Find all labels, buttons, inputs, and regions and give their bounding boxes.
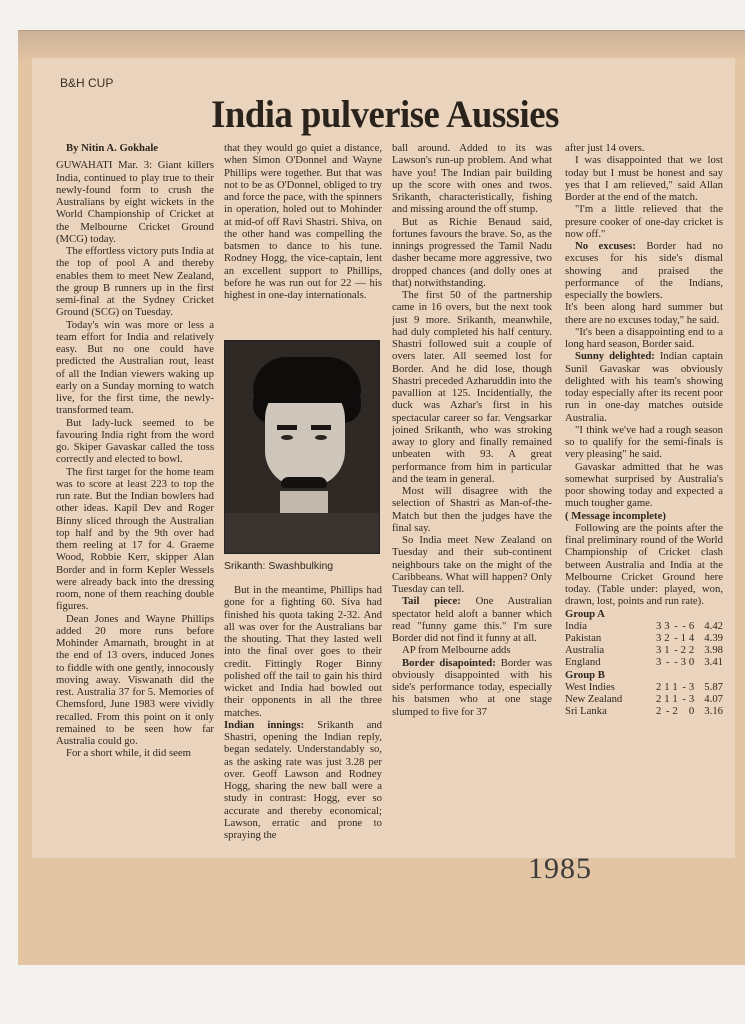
subheading: Sunny delighted: bbox=[575, 350, 655, 363]
standings-group-heading bbox=[565, 669, 723, 681]
paragraph-text: One Australian spectator held aloft a banner which read "funny game this." I'm sure Border did not find it funny at all. bbox=[392, 595, 552, 644]
stat-cell: - bbox=[674, 631, 678, 644]
handwritten-year: 1985 bbox=[528, 852, 592, 885]
photo-caption: Srikanth: Swashbulking bbox=[224, 560, 334, 572]
paragraph bbox=[565, 350, 723, 424]
stat-cell: - bbox=[674, 656, 678, 669]
paragraph: Dean Jones and Wayne Phillips added 20 more runs before Mohinder Amarnath, brought in at the end of 13 overs, induced Jones to fiddle with one gently, innocously moving away. Viswanath did the rest. Australia 37 for 5. Memories of Chemsford, June 1983 were vividly recalled. From this point on it only remained to be seen how far Australia could go. bbox=[56, 612, 214, 747]
stat-cell: 3.16 bbox=[704, 705, 723, 718]
message-incomplete: ( Message incomplete) bbox=[565, 509, 666, 522]
subheading: Border disapointed: bbox=[402, 656, 496, 669]
group-label: Group A bbox=[565, 607, 605, 620]
stat-cell: 4.39 bbox=[704, 631, 723, 644]
section-kicker: B&H CUP bbox=[60, 76, 114, 90]
paragraph: It's been along hard summer but there are no excuses today," he said. bbox=[565, 301, 723, 326]
paragraph: "It's been a disappointing end to a long hard season, Border said. bbox=[565, 325, 723, 350]
stat-cell: 3 bbox=[655, 656, 662, 669]
stat-cell: 2 bbox=[680, 644, 686, 657]
stat-cell: 2 bbox=[664, 631, 670, 644]
paragraph: GUWAHATI Mar. 3: Giant killers India, continued to play true to their newly-found form to crush the Australians by eight wickets in the World Championship of Cricket at the Melbourne Cricket Ground (MCG) today. bbox=[56, 159, 214, 245]
stat-cell: 2 bbox=[688, 644, 695, 657]
stat-cell: - bbox=[665, 656, 670, 669]
subheading: Tail piece: bbox=[402, 595, 461, 608]
paragraph: So India meet New Zealand on Tuesday and their sub-continent neighbours take on the might of the Caribbeans. What will happen? Only Tuesday can tell. bbox=[392, 534, 552, 595]
stat-cell: 3 bbox=[655, 619, 662, 632]
stat-cell: - bbox=[674, 644, 678, 657]
team-name: New Zealand bbox=[565, 692, 623, 705]
stat-cell: 3 bbox=[680, 656, 686, 669]
stat-cell: 1 bbox=[664, 692, 670, 705]
column-4 bbox=[565, 142, 723, 832]
stat-cell: 2 bbox=[672, 705, 678, 718]
stat-cell: 0 bbox=[688, 705, 695, 718]
team-name: Sri Lanka bbox=[565, 705, 607, 718]
stat-cell: 2 bbox=[655, 680, 662, 693]
paragraph: But as Richie Benaud said, fortunes favours the brave. So, as the innings progressed the Tamil Nadu dasher became more aggressive, two dropped chances (and dolly ones at that) notwithstanding. bbox=[392, 215, 552, 289]
stat-cell: - bbox=[665, 705, 670, 718]
paragraph-text: Indian captain Sunil Gavaskar was obviously delighted with his team's showing today especially after its recent poor run in one-day matches outside Australia. bbox=[565, 350, 723, 424]
paragraph bbox=[224, 719, 382, 842]
paragraph bbox=[392, 657, 552, 718]
paragraph: For a short while, it did seem bbox=[66, 747, 191, 760]
standings-row bbox=[565, 644, 723, 656]
standings-group-heading bbox=[565, 608, 723, 620]
paragraph: I was disappointed that we lost today but I must be honest and say yes that I am relieved," said Allan Border at the end of the match. bbox=[565, 154, 723, 203]
stat-cell: 5.87 bbox=[704, 680, 723, 693]
paragraph: The first target for the home team was to score at least 223 to top the run rate. But the Indian bowlers had other ideas. Kapil Dev and Roger Binny sliced through the Australian top half and by the 9th over had them reeling at 17 for 4. Graeme Wood, Robbie Kerr, skipper Alan Border and in form Kepler Wessels were already back into the dressing room, none of them reaching double figures. bbox=[56, 465, 214, 613]
column-1 bbox=[56, 142, 214, 854]
paragraph: that they would go quiet a distance, when Simon O'Donnel and Wayne Phillips were together. But that was not to be as O'Donnel, obliged to try and force the pace, with the spinners in operation, holed out to Mohinder at mid-of off Ravi Shastri. Shiva, on the other hand was compelling the batsmen to dance to his tune. Rodney Hogg, the vice-captain, lent an excellent support to Phillips, before he was run out for 22 — his highest in one-day internationals. bbox=[224, 142, 382, 301]
standings-table bbox=[565, 608, 723, 718]
stat-cell: - bbox=[682, 692, 686, 705]
byline: By Nitin A. Gokhale bbox=[66, 142, 159, 154]
stat-cell: 1 bbox=[664, 680, 670, 693]
paragraph: The first 50 of the partnership came in 16 overs, but the next took just 9 more. Srikanth, meanwhile, had duly completed his half century. Shastri followed suit a couple of overs later. All seemed lost for Border. And he did lose, though Shastri preceded Azharuddin into the pavallion at 125. Incidentially, the duck was Azhar's first in his spectacular career so far. Vengsarkar joined Srikanth, who was stroking away to glory and finally remained unbeaten with 93. A great performance from him in particular and the team in general. bbox=[392, 289, 552, 485]
team-name: Australia bbox=[565, 644, 605, 657]
paragraph: Following are the points after the final preliminary round of the World Championship of Cricket clash between Australia and India at the Melbourne Cricket Ground here today. (Table under: played, won, drawn, lost, points and run rate). bbox=[565, 521, 723, 608]
paragraph: ball around. Added to its was Lawson's run-up problem. And what have you! The Indian pair building up the score with ones and twos. Srikanth, characteristically, fishing and missing around the off stump. bbox=[392, 142, 552, 216]
stat-cell: 3.98 bbox=[704, 644, 723, 657]
paragraph: AP from Melbourne adds bbox=[402, 644, 511, 657]
paragraph: after just 14 overs. bbox=[565, 142, 645, 154]
paragraph: "I'm a little relieved that the presure cooker of one-day cricket is now off." bbox=[565, 203, 723, 240]
paragraph: The effortless victory puts India at the top of pool A and thereby enables them to meet New Zealand, the group B runners up in the first semi-final at the Sydney Cricket Ground (SCG) on Tuesday. bbox=[56, 245, 214, 319]
stat-cell: 4.42 bbox=[704, 619, 723, 632]
paragraph: But lady-luck seemed to be favouring India right from the word go. Skiper Gavaskar called the toss correctly and elected to bowl. bbox=[56, 416, 214, 466]
stat-cell: 3 bbox=[655, 644, 662, 657]
standings-row bbox=[565, 693, 723, 705]
paragraph bbox=[565, 240, 723, 301]
team-name: Pakistan bbox=[565, 631, 602, 644]
standings-row bbox=[565, 620, 723, 632]
stat-cell: 3 bbox=[688, 692, 695, 705]
column-2-top bbox=[224, 142, 382, 336]
team-name: West Indies bbox=[565, 680, 615, 693]
stat-cell bbox=[678, 705, 686, 717]
column-2-bottom bbox=[224, 584, 382, 856]
stat-cell: 3.41 bbox=[704, 656, 723, 669]
subheading: No excuses: bbox=[575, 240, 636, 252]
stat-cell: 2 bbox=[655, 705, 662, 718]
stat-cell: 2 bbox=[655, 692, 662, 705]
stat-cell: 3 bbox=[688, 680, 695, 693]
paragraph-text: Srikanth and Shastri, opening the Indian reply, began sedately. Understandably so, as the asking rate was just 3.28 per over. Geoff Lawson and Rodney Hogg, sharing the new ball were a study in contrast: Hogg, ever so accurate and thereby economical; Lawson, erratic and prone to spraying the bbox=[224, 718, 382, 841]
team-name: England bbox=[565, 656, 601, 669]
photo-srikanth bbox=[224, 340, 380, 554]
subheading: Indian innings: bbox=[224, 718, 305, 731]
headline: India pulverise Aussies bbox=[211, 93, 559, 136]
standings-row bbox=[565, 632, 723, 644]
stat-cell: - bbox=[682, 680, 686, 693]
stat-cell: 3 bbox=[655, 631, 662, 644]
paragraph: "I think we've had a rough season so to qualify for the semi-finals is very pleasing" he said. bbox=[565, 423, 723, 461]
paragraph-text: Border was obviously disappointed with his side's performance today, especially his batsmen who at one stage slumped to five for 37 bbox=[392, 656, 552, 718]
group-label: Group B bbox=[565, 668, 605, 681]
column-3 bbox=[392, 142, 552, 822]
stat-cell: - bbox=[674, 619, 678, 632]
paragraph: Gavaskar admitted that he was somewhat surprised by Australia's poor showing today and expected a much tougher game. bbox=[565, 460, 723, 510]
team-name: India bbox=[565, 619, 587, 632]
standings-row bbox=[565, 705, 723, 717]
paragraph-text: Border had no excuses for his side's dismal showing and praised the performance of the Indians, especially the bowlers. bbox=[565, 240, 723, 301]
standings-row bbox=[565, 656, 723, 668]
paragraph: Today's win was more or less a team effort for India and relatively easy. But no one could have predicted the Australian rout, least of all the Indian viewers waking up early on a Sunday morning to watch live, for the first time, the newly-transformed team. bbox=[56, 318, 214, 417]
standings-row bbox=[565, 681, 723, 693]
stat-cell: 0 bbox=[688, 656, 695, 669]
paragraph: But in the meantime, Phillips had gone for a fighting 60. Siva had finished his quota taking 2-32. And all was over for the Australians bar the shouting. That they lasted well into the final over goes to their credit. Fittingly Roger Binny polished off the tail to gain his third wicket and India had bowled out their opponents in all the three matches. bbox=[224, 584, 382, 719]
paragraph bbox=[392, 595, 552, 644]
stat-cell: 1 bbox=[664, 644, 670, 657]
stat-cell: 1 bbox=[672, 692, 678, 705]
stat-cell: 3 bbox=[664, 619, 670, 632]
stat-cell: 4 bbox=[688, 631, 695, 644]
stat-cell: 4.07 bbox=[704, 692, 723, 705]
stat-cell: 1 bbox=[672, 680, 678, 693]
stat-cell: 6 bbox=[688, 619, 695, 632]
stat-cell: - bbox=[682, 619, 686, 632]
page-margin bbox=[0, 965, 745, 1024]
stat-cell: 1 bbox=[680, 631, 686, 644]
paragraph: Most will disagree with the selection of Shastri as Man-of-the-Match but then the judges have the final say. bbox=[392, 485, 552, 534]
